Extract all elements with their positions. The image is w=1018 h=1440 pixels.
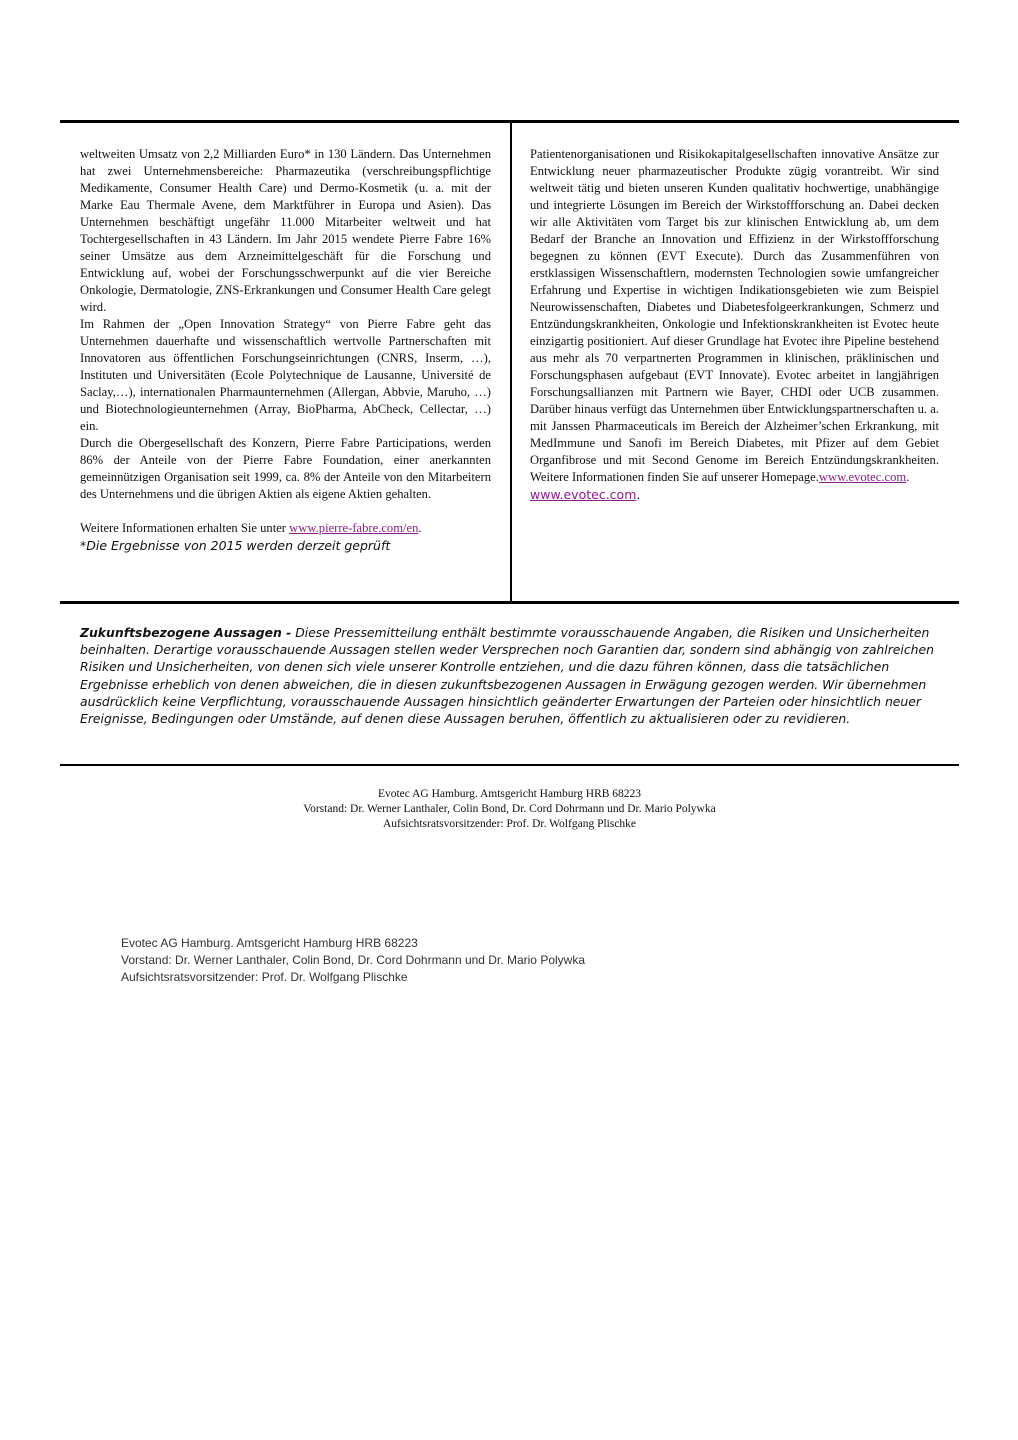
disclaimer-heading: Zukunftsbezogene Aussagen - (80, 625, 292, 640)
evotec-link-line (530, 486, 939, 504)
link-repeat-suffix: . (636, 487, 641, 502)
column-divider (510, 122, 512, 602)
company-footer (60, 787, 959, 832)
left-column (80, 146, 491, 555)
footer-repeat-supervisory-board: Aufsichtsratsvorsitzender: Prof. Dr. Wolfgang Plischke (121, 970, 408, 984)
results-note: *Die Ergebnisse von 2015 werden derzeit geprüft (80, 538, 391, 553)
evotec-description-text: Patientenorganisationen und Risikokapitalgesellschaften innovative Ansätze zur Entwicklung neuer pharmazeutischer Produkte zügig vorantreibt. Wir sind weltweit tätig und bieten unseren Kunden qualitativ hochwertige, unabhängige und integrierte Lösungen im Bereich der Wirkstoffforschung an. Dabei decken wir alle Aktivitäten vom Target bis zur klinischen Entwicklung ab, um dem Bedarf der Branche an Innovation und Effizienz in der Wirkstoffforschung begegnen zu können (EVT Execute). Durch das Zusammenführen von erstklassigen Wissenschaftlern, modernsten Technologien sowie umfangreicher Erfahrung und Expertise in wichtigen Indikationsgebieten wie zum Beispiel Neurowissenschaften, Diabetes und Diabetesfolgeerkrankungen, Schmerz und Entzündungskrankheiten, Onkologie und Infektionskrankheiten ist Evotec heute einzigartig positioniert. Auf dieser Grundlage hat Evotec ihre Pipeline bestehend aus mehr als 70 verpartnerten Programmen in klinischen, präklinischen und Forschungsphasen aufgebaut (EVT Innovate). Evotec arbeitet in langjährigen Forschungsallianzen mit Partnern wie Bayer, CHDI oder UCB zusammen. Darüber hinaus verfügt das Unternehmen über Entwicklungspartnerschaften u. a. mit Janssen Pharmaceuticals im Bereich der Alzheimer’schen Erkrankung, mit MedImmune und Sanofi im Bereich Diabetes, mit Pfizer auf dem Gebiet Organfibrose und mit Second Genome im Bereich Entzündungskrankheiten. Weitere Informationen finden Sie auf unserer Homepage. (530, 147, 939, 484)
ownership-paragraph: Durch die Obergesellschaft des Konzern, Pierre Fabre Participations, werden 86% der Anteile von der Pierre Fabre Foundation, einer anerkannten gemeinnützigen Organisation seit 1999, ca. 8% der Anteile von den Mitarbeitern des Unternehmens und die übrigen Aktien als eigene Aktien gehalten. (80, 436, 491, 501)
footer-registration: Evotec AG Hamburg. Amtsgericht Hamburg HRB 68223 (377, 788, 642, 800)
bottom-rule (60, 764, 959, 766)
footer-supervisory-board: Aufsichtsratsvorsitzender: Prof. Dr. Wolfgang Plischke (382, 818, 637, 830)
open-innovation-paragraph: Im Rahmen der „Open Innovation Strategy“ von Pierre Fabre geht das Unternehmen dauerhafte und wissenschaftlich wertvolle Partnerschaften mit Innovatoren aus öffentlichen Forschungseinrichtungen (CNRS, Inserm, …), Instituten und Universitäten (Ecole Polytechnique de Lausanne, Université de Saclay,…), internationalen Pharmaunternehmen (Allergan, Abbvie, Maruho, …) und Biotechnologieunternehmen (Array, BioPharma, AbCheck, Cellectar, …) ein. (80, 317, 491, 433)
company-overview-paragraph: weltweiten Umsatz von 2,2 Milliarden Euro* in 130 Ländern. Das Unternehmen hat zwei Unternehmensbereiche: Pharmazeutika (verschreibungspflichtige Medikamente, Consumer Health Care) und Dermo-Kosmetik (u. a. mit der Marke Eau Thermale Avene, dem Marktführer in Europa und Asien). Das Unternehmen beschäftigt ungefähr 11.000 Mitarbeiter weltweit und hat Tochtergesellschaften in 43 Ländern. Im Jahr 2015 wendete Pierre Fabre 16% seiner Umsätze aus dem Arzneimittelgeschäft für die Forschung und Entwicklung auf, wobei der Forschungsschwerpunkt auf die vier Bereiche Onkologie, Dermatologie, ZNS-Erkrankungen und Consumer Health Care gelegt wird. (80, 147, 491, 314)
company-footer-repeat (121, 935, 721, 986)
pierre-fabre-link[interactable]: www.pierre-fabre.com/en (289, 521, 419, 535)
evotec-homepage-link[interactable]: www.evotec.com (818, 470, 907, 484)
paragraph-gap (80, 503, 491, 520)
middle-rule (60, 601, 959, 604)
right-column (530, 146, 939, 504)
more-info-suffix: . (418, 521, 422, 535)
forward-looking-statements (80, 624, 940, 727)
evotec-description-paragraph (530, 146, 939, 486)
footer-repeat-registration: Evotec AG Hamburg. Amtsgericht Hamburg HRB 68223 (121, 936, 418, 950)
footer-board: Vorstand: Dr. Werner Lanthaler, Colin Bond, Dr. Cord Dohrmann und Dr. Mario Polywka (303, 803, 716, 815)
more-info-prefix: Weitere Informationen erhalten Sie unter (80, 521, 290, 535)
footer-repeat-board: Vorstand: Dr. Werner Lanthaler, Colin Bond, Dr. Cord Dohrmann und Dr. Mario Polywka (121, 953, 585, 967)
homepage-suffix: . (906, 470, 910, 484)
evotec-link-repeat[interactable]: www.evotec.com (530, 487, 637, 502)
more-info-line (80, 520, 491, 537)
disclaimer-text: Diese Pressemitteilung enthält bestimmte vorausschauende Angaben, die Risiken und Unsicherheiten beinhalten. Derartige vorausschauende Aussagen stellen weder Versprechen noch Garantien dar, sondern sind abhängig von zahlreichen Risiken und Unsicherheiten, von denen sich viele unserer Kontrolle entziehen, und die dazu führen können, dass die tatsächlichen Ergebnisse erheblich von denen abweichen, die in diesen zukunftsbezogenen Aussagen in Erwägung gezogen werden. Wir übernehmen ausdrücklich keine Verpflichtung, vorausschauende Aussagen hinsichtlich geänderter Erwartungen der Parteien oder hinsichtlich neuer Ereignisse, Bedingungen oder Umstände, auf denen diese Aussagen beruhen, öffentlich zu aktualisieren oder zu revidieren. (80, 625, 935, 727)
